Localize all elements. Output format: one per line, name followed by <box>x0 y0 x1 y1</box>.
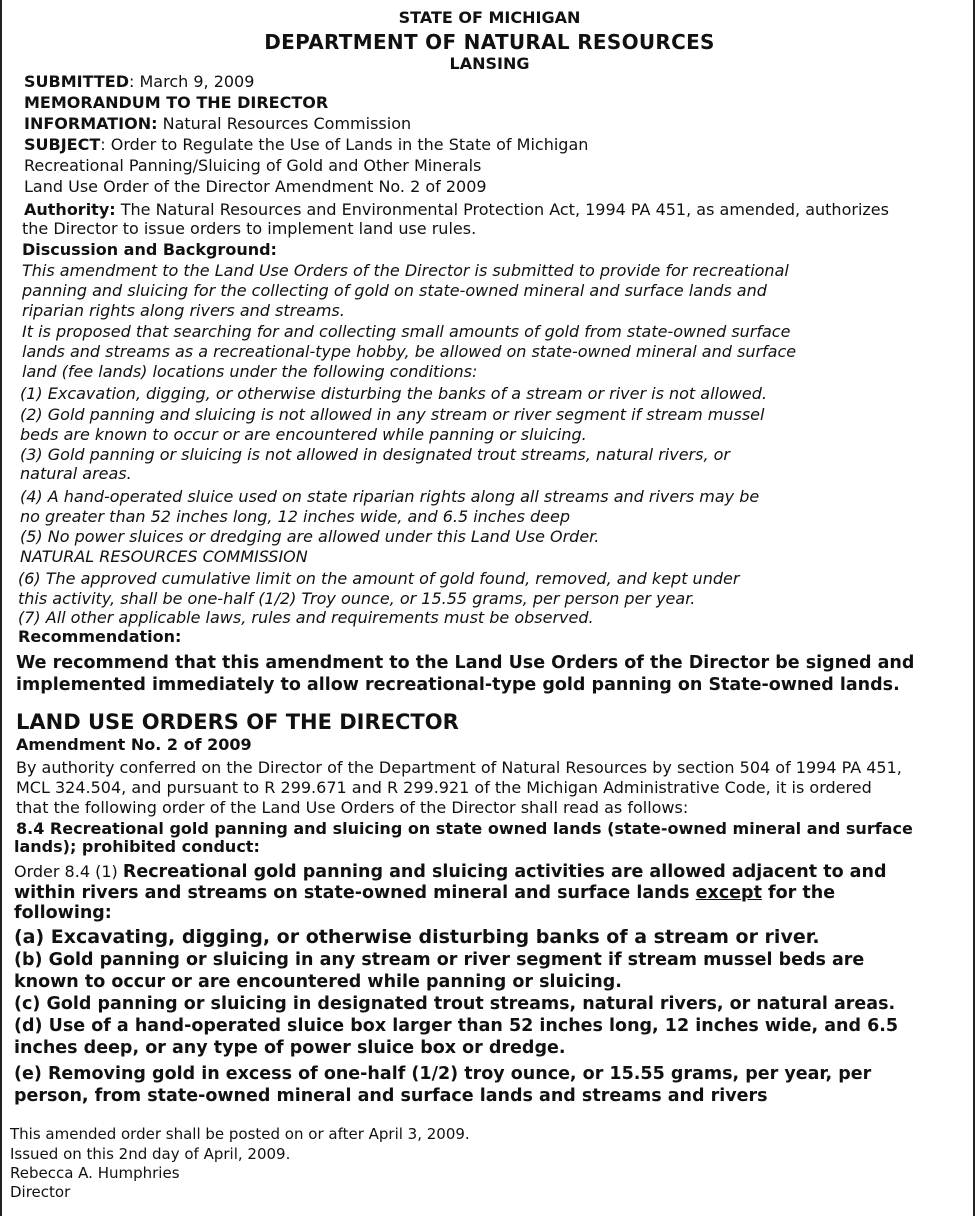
order-item: (b) Gold panning or sluicing in any stream or river segment if stream mussel beds are <box>14 950 865 970</box>
discussion-line: (3) Gold panning or sluicing is not allowed in designated trout streams, natural rivers, or <box>20 445 730 464</box>
order-line-1: Order 8.4 (1) Recreational gold panning and sluicing activities are allowed adjacent to and <box>14 862 887 882</box>
subject-line: SUBJECT: Order to Regulate the Use of Lands in the State of Michigan <box>24 135 589 154</box>
amendment-number: Amendment No. 2 of 2009 <box>16 735 252 754</box>
order-line-3: following: <box>14 903 112 923</box>
signatory-title: Director <box>10 1183 71 1201</box>
discussion-line: beds are known to occur or are encountered while panning or sluicing. <box>20 425 587 444</box>
subject-line-2: Recreational Panning/Sluicing of Gold and Other Minerals <box>24 156 482 175</box>
order-item: (d) Use of a hand-operated sluice box larger than 52 inches long, 12 inches wide, and 6.5 <box>14 1016 899 1036</box>
city-heading: LANSING <box>449 54 530 73</box>
discussion-line: this activity, shall be one-half (1/2) Troy ounce, or 15.55 grams, per person per year. <box>18 589 696 608</box>
recommendation-line: We recommend that this amendment to the Land Use Orders of the Director be signed and <box>16 653 915 673</box>
order-item: known to occur or are encountered while panning or sluicing. <box>14 972 622 992</box>
signatory-name: Rebecca A. Humphries <box>10 1164 180 1182</box>
discussion-line: It is proposed that searching for and collecting small amounts of gold from state-owned surface <box>22 322 791 341</box>
discussion-line: NATURAL RESOURCES COMMISSION <box>20 547 308 566</box>
order-intro-line: By authority conferred on the Director of the Department of Natural Resources by section 504 of 1994 PA 451, <box>16 758 902 777</box>
authority-line: Authority: The Natural Resources and Environmental Protection Act, 1994 PA 451, as amended, authorizes <box>24 200 889 219</box>
discussion-line: (7) All other applicable laws, rules and requirements must be observed. <box>18 608 594 627</box>
order-item: inches deep, or any type of power sluice box or dredge. <box>14 1038 566 1058</box>
discussion-line: This amendment to the Land Use Orders of the Director is submitted to provide for recreational <box>22 261 789 280</box>
discussion-line: (6) The approved cumulative limit on the amount of gold found, removed, and kept under <box>18 569 740 588</box>
recommendation-heading: Recommendation: <box>18 627 182 646</box>
discussion-line: riparian rights along rivers and streams. <box>22 301 345 320</box>
order-title: LAND USE ORDERS OF THE DIRECTOR <box>16 710 459 734</box>
discussion-line: (4) A hand-operated sluice used on state riparian rights along all streams and rivers may be <box>20 487 760 506</box>
discussion-line: lands and streams as a recreational-type hobby, be allowed on state-owned mineral and surface <box>22 342 797 361</box>
issued-date-line: Issued on this 2nd day of April, 2009. <box>10 1145 291 1163</box>
recommendation-line: implemented immediately to allow recreational-type gold panning on State-owned lands. <box>16 675 900 695</box>
discussion-heading: Discussion and Background: <box>22 240 277 259</box>
order-item: (a) Excavating, digging, or otherwise disturbing banks of a stream or river. <box>14 926 820 948</box>
posting-date-line: This amended order shall be posted on or after April 3, 2009. <box>10 1125 470 1143</box>
discussion-line: (2) Gold panning and sluicing is not allowed in any stream or river segment if stream mussel <box>20 405 765 424</box>
section-heading-line: 8.4 Recreational gold panning and sluicing on state owned lands (state-owned mineral and surface <box>16 819 913 838</box>
discussion-line: natural areas. <box>20 464 132 483</box>
order-item: (c) Gold panning or sluicing in designated trout streams, natural rivers, or natural areas. <box>14 994 896 1014</box>
order-item: (e) Removing gold in excess of one-half (1/2) troy ounce, or 15.55 grams, per year, per <box>14 1064 872 1084</box>
discussion-line: land (fee lands) locations under the following conditions: <box>22 362 478 381</box>
discussion-line: (5) No power sluices or dredging are allowed under this Land Use Order. <box>20 527 600 546</box>
section-heading-line: lands); prohibited conduct: <box>14 837 260 856</box>
discussion-line: (1) Excavation, digging, or otherwise disturbing the banks of a stream or river is not allowed. <box>20 384 767 403</box>
discussion-line: no greater than 52 inches long, 12 inches wide, and 6.5 inches deep <box>20 507 571 526</box>
department-heading: DEPARTMENT OF NATURAL RESOURCES <box>264 30 715 54</box>
discussion-line: panning and sluicing for the collecting of gold on state-owned mineral and surface lands and <box>22 281 767 300</box>
subject-line-3: Land Use Order of the Director Amendment No. 2 of 2009 <box>24 177 487 196</box>
order-line-2: within rivers and streams on state-owned mineral and surface lands except for the <box>14 883 836 903</box>
authority-line-2: the Director to issue orders to implement land use rules. <box>22 219 477 238</box>
order-intro-line: MCL 324.504, and pursuant to R 299.671 and R 299.921 of the Michigan Administrative Code, it is ordered <box>16 778 872 797</box>
order-item: person, from state-owned mineral and surface lands and streams and rivers <box>14 1086 768 1106</box>
information-line: INFORMATION: Natural Resources Commission <box>24 114 412 133</box>
state-heading: STATE OF MICHIGAN <box>398 8 581 27</box>
submitted-line: SUBMITTED: March 9, 2009 <box>24 72 255 91</box>
order-intro-line: that the following order of the Land Use Orders of the Director shall read as follows: <box>16 798 689 817</box>
memo-title: MEMORANDUM TO THE DIRECTOR <box>24 93 329 112</box>
